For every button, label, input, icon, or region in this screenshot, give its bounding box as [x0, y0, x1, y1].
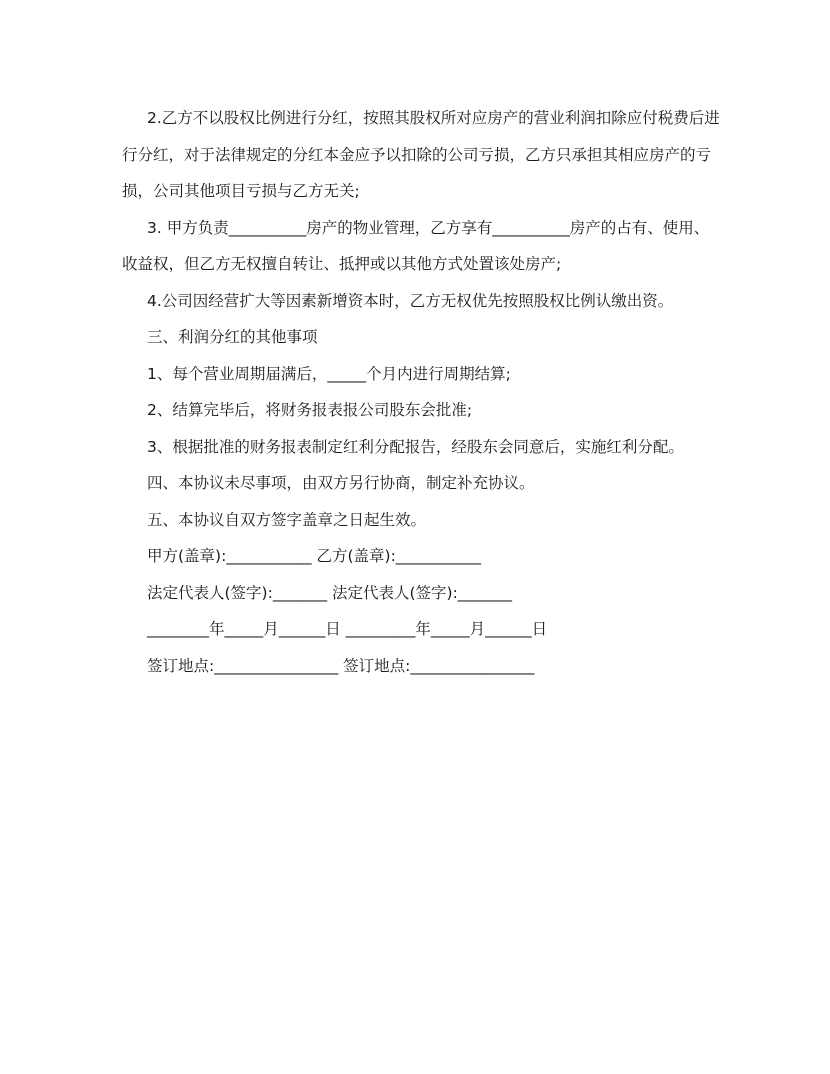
section-3-heading: 三、利润分红的其他事项: [147, 328, 318, 346]
signature-date-line: ________年_____月______日 _________年_____月______日: [147, 620, 548, 638]
signature-seal-line: 甲方(盖章):___________ 乙方(盖章):___________: [147, 547, 482, 565]
item-1-settlement-period: 1、每个营业周期届满后，_____个月内进行周期结算;: [147, 364, 511, 383]
clause-2-profit-distribution: 2.乙方不以股权比例进行分红，按照其股权所对应房产的营业利润扣除应付税费后进行分红，对于法律规定的分红本金应予以扣除的公司亏损，乙方只承担其相应房产的亏损，公司其他项目亏损与乙方无关;: [122, 109, 720, 200]
clause-4-capital-increase: 4.公司因经营扩大等因素新增资本时，乙方无权优先按照股权比例认缴出资。: [147, 291, 674, 310]
section-5-effective: 五、本协议自双方签字盖章之日起生效。: [147, 510, 427, 529]
section-4-supplement: 四、本协议未尽事项，由双方另行协商，制定补充协议。: [147, 474, 535, 492]
clause-3-property-management: 3. 甲方负责__________房产的物业管理，乙方享有__________房产的占有、使用、收益权，但乙方无权擅自转让、抵押或以其他方式处置该处房产;: [122, 218, 710, 273]
signature-place-line: 签订地点:________________ 签订地点:________________: [147, 656, 535, 675]
item-2-report-approval: 2、结算完毕后，将财务报表报公司股东会批准;: [147, 401, 473, 419]
item-3-dividend-report: 3、根据批准的财务报表制定红利分配报告，经股东会同意后，实施红利分配。: [147, 437, 684, 456]
document-body: [122, 100, 722, 684]
signature-representative-line: 法定代表人(签字):_______ 法定代表人(签字):_______: [147, 583, 513, 602]
